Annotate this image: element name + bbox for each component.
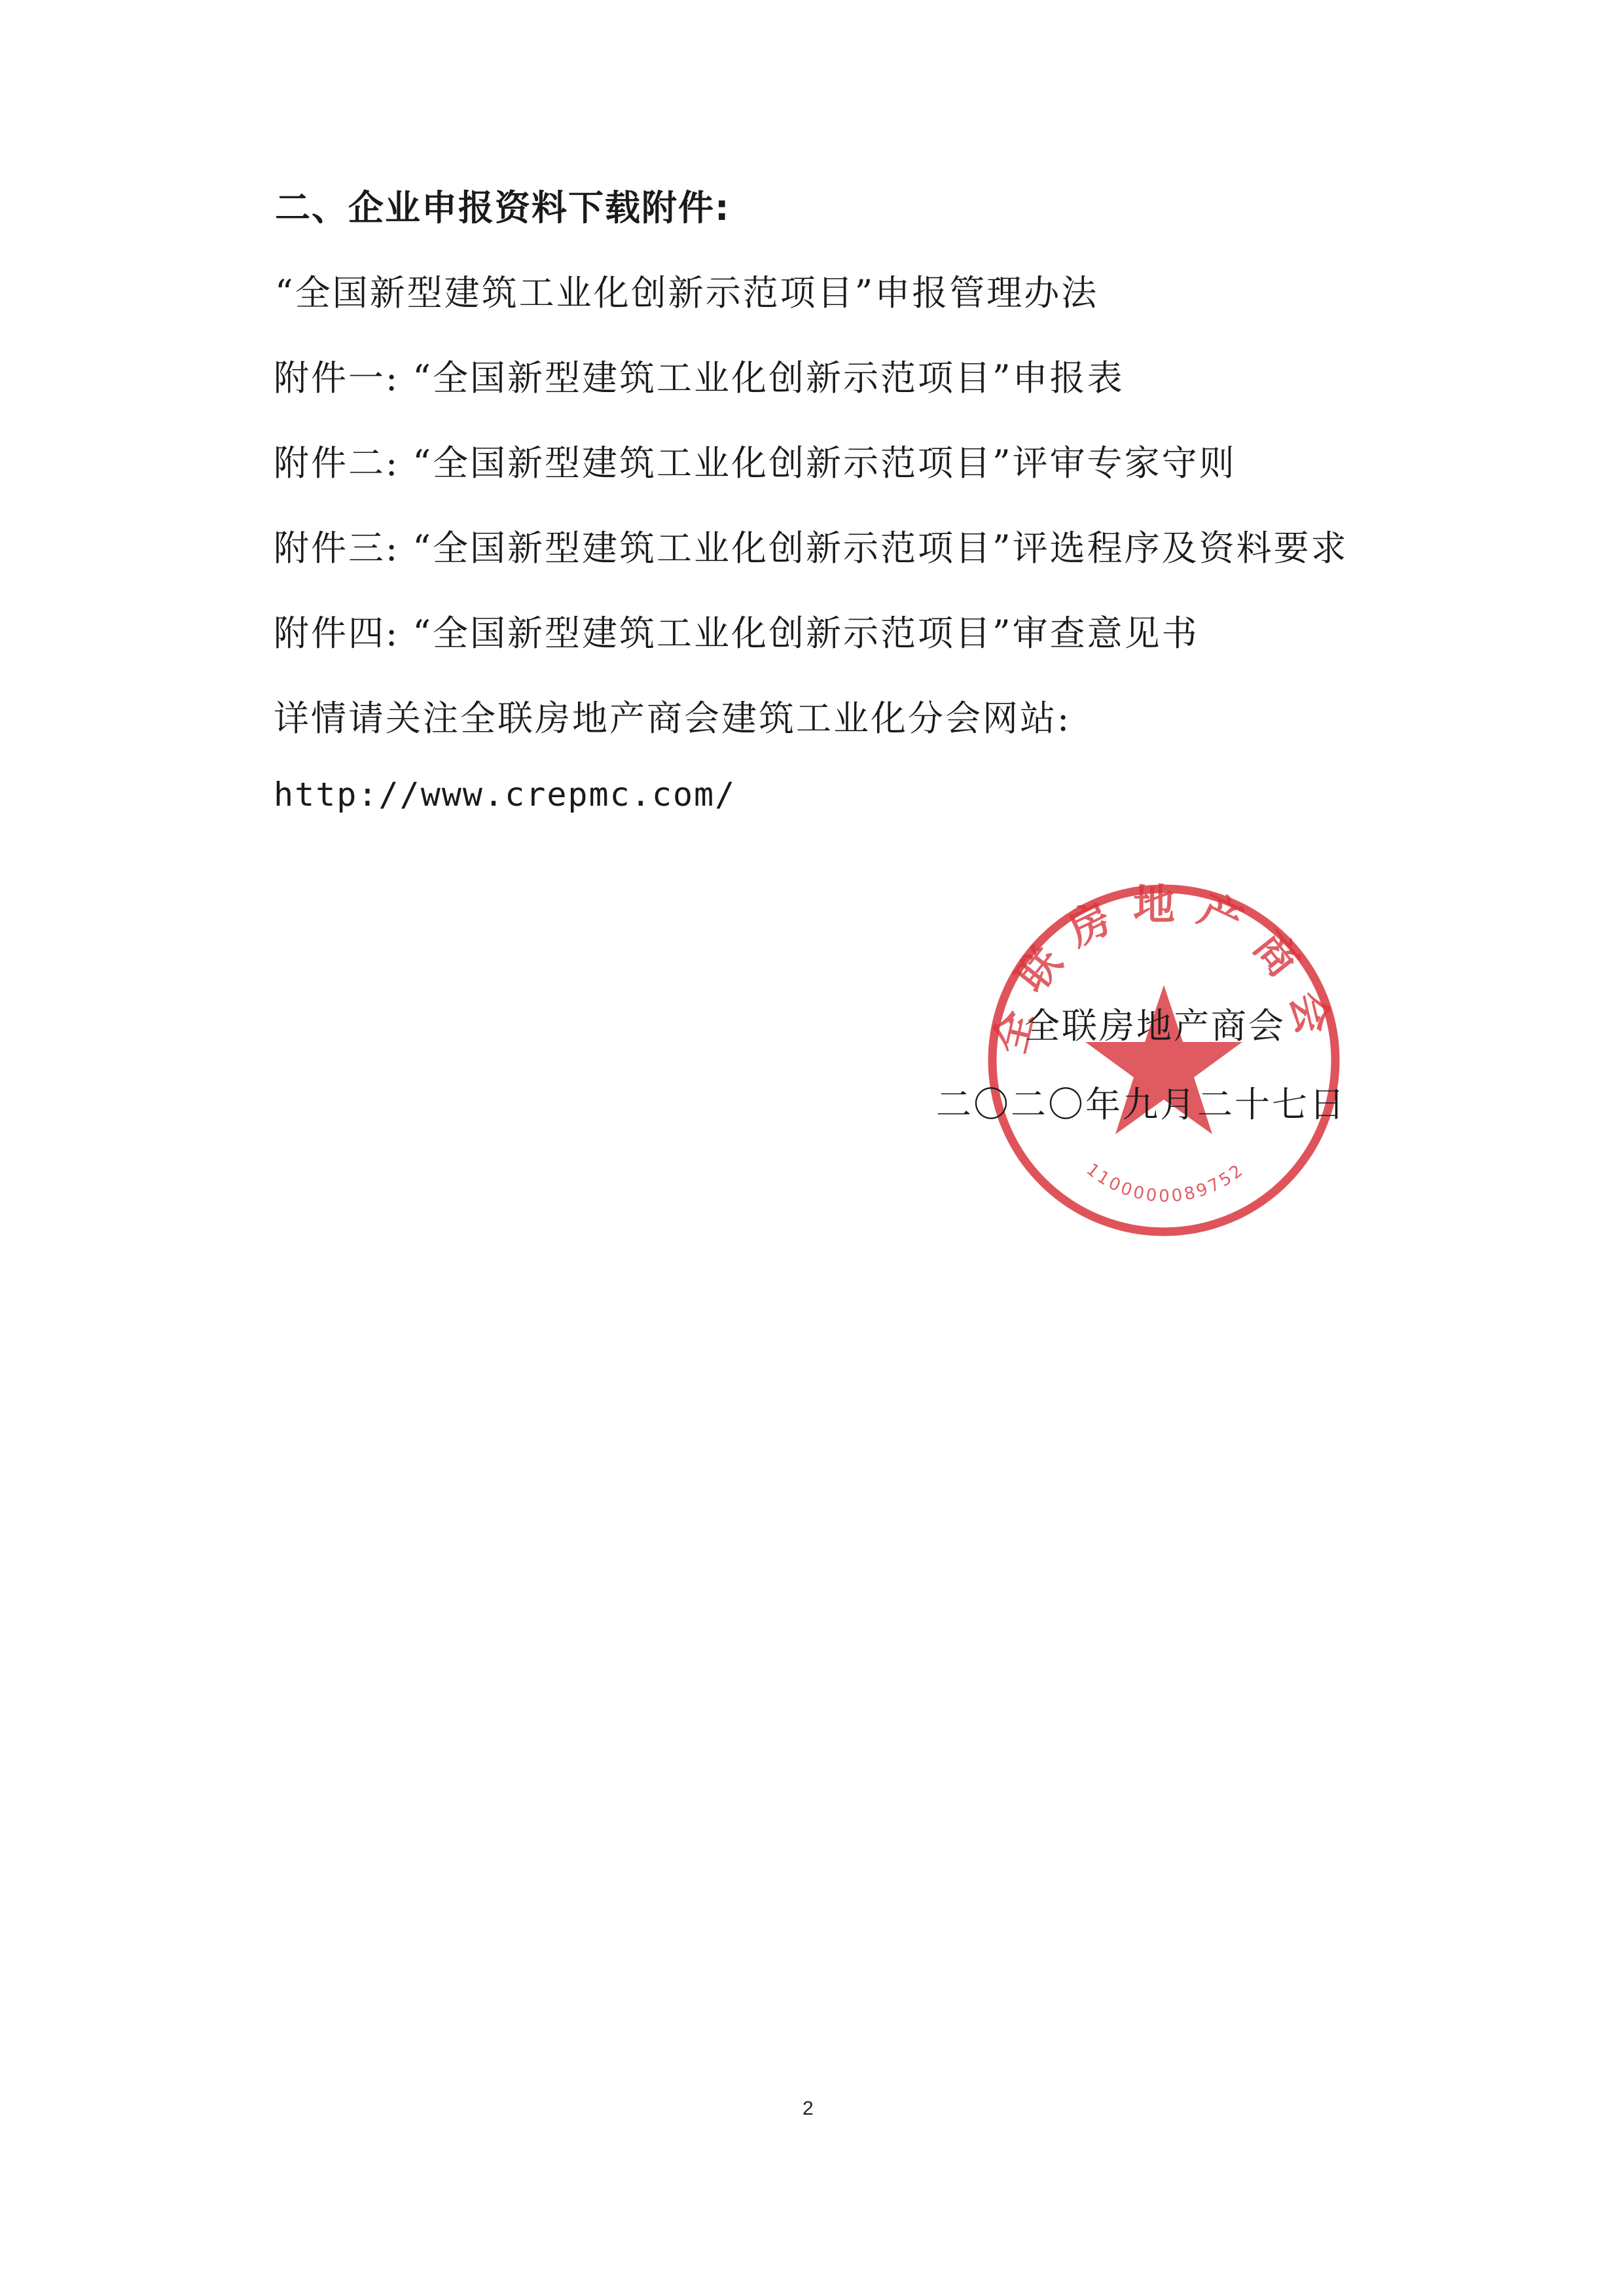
svg-text:全联房地产商会: 全联房地产商会 bbox=[986, 881, 1342, 1058]
section-heading: 二、企业申报资料下载附件: bbox=[275, 187, 731, 228]
website-url[interactable]: http://www.crepmc.com/ bbox=[274, 776, 736, 814]
page-number: 2 bbox=[803, 2098, 814, 2119]
attachment-line-management-rules: “全国新型建筑工业化创新示范项目”申报管理办法 bbox=[275, 272, 1099, 314]
website-notice: 详情请关注全联房地产商会建筑工业化分会网站: bbox=[274, 698, 1072, 739]
attachment-line-3: 附件三: “全国新型建筑工业化创新示范项目”评选程序及资料要求 bbox=[274, 528, 1348, 569]
official-seal bbox=[967, 870, 1360, 1257]
signature-date: 二〇二〇年九月二十七日 bbox=[936, 1084, 1346, 1125]
svg-text:1100000089752: 1100000089752 bbox=[1082, 1159, 1249, 1206]
attachment-line-1: 附件一: “全国新型建筑工业化创新示范项目”申报表 bbox=[274, 357, 1125, 399]
attachment-line-4: 附件四: “全国新型建筑工业化创新示范项目”审查意见书 bbox=[274, 613, 1199, 654]
signature-organization: 全联房地产商会 bbox=[1024, 1005, 1286, 1047]
attachment-line-2: 附件二: “全国新型建筑工业化创新示范项目”评审专家守则 bbox=[274, 442, 1236, 484]
